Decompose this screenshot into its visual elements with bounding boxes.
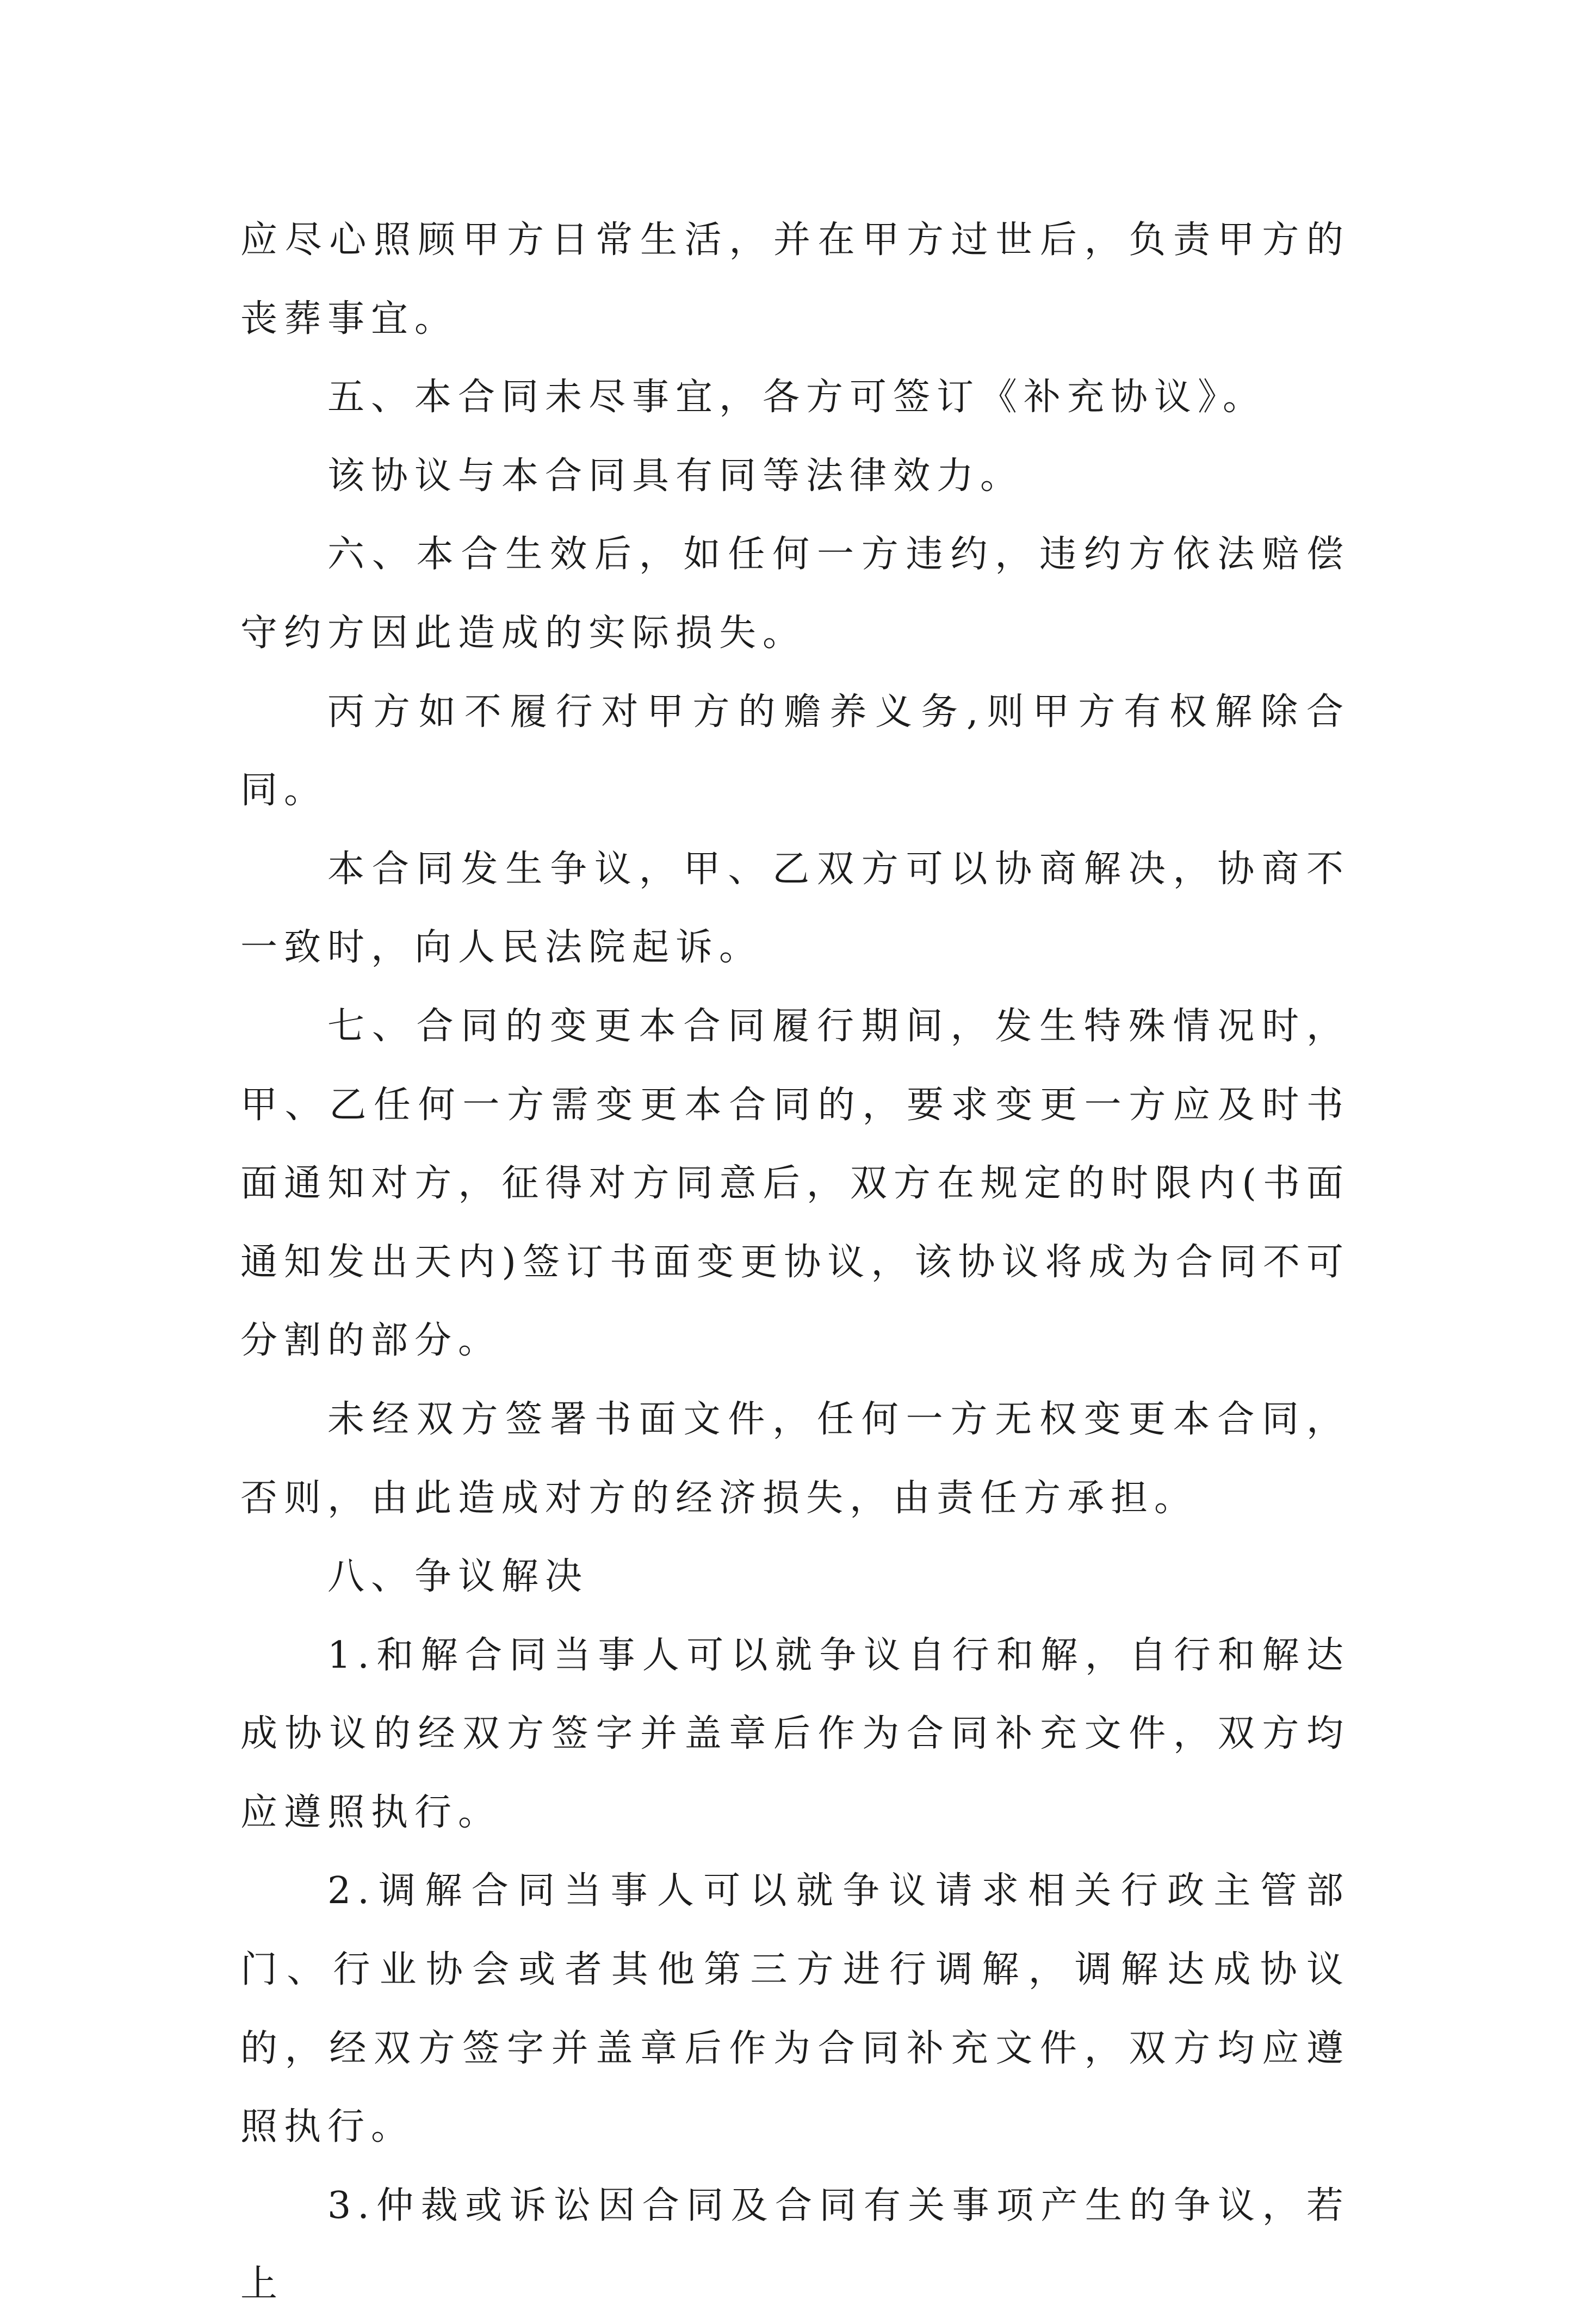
paragraph-equal-validity: 该协议与本合同具有同等法律效力。: [327, 454, 1024, 498]
document-body: [240, 201, 1350, 2324]
paragraph-clause-7: 七、合同的变更本合同履行期间，发生特殊情况时，甲、乙任何一方需变更本合同的，要求变更一方应及时书面通知对方，征得对方同意后，双方在规定的时限内(书面通知发出天内)签订书面变更协议，该协议将成为合同不可分割的部分。: [240, 1004, 1350, 1363]
paragraph-termination-right: 丙方如不履行对甲方的赡养义务,则甲方有权解除合同。: [240, 690, 1350, 812]
paragraph-arbitration: 3.仲裁或诉讼因合同及合同有关事项产生的争议，若上: [240, 2184, 1350, 2306]
paragraph-care-obligations: 应尽心照顾甲方日常生活，并在甲方过世后，负责甲方的丧葬事宜。: [240, 219, 1350, 340]
paragraph-clause-5: 五、本合同未尽事宜，各方可签订《补充协议》。: [327, 376, 1267, 419]
paragraph-clause-8-heading: 八、争议解决: [327, 1555, 589, 1599]
paragraph-no-unilateral-change: 未经双方签署书面文件，任何一方无权变更本合同，否则，由此造成对方的经济损失，由责任方承担。: [240, 1397, 1350, 1520]
paragraph-dispute-litigation: 本合同发生争议，甲、乙双方可以协商解决，协商不一致时，向人民法院起诉。: [240, 847, 1350, 970]
paragraph-mediation: 2.调解合同当事人可以就争议请求相关行政主管部门、行业协会或者其他第三方进行调解，调解达成协议的，经双方签字并盖章后作为合同补充文件，双方均应遵照执行。: [240, 1869, 1350, 2149]
paragraph-settlement: 1.和解合同当事人可以就争议自行和解，自行和解达成协议的经双方签字并盖章后作为合同补充文件，双方均应遵照执行。: [240, 1633, 1350, 1834]
paragraph-clause-6: 六、本合生效后，如任何一方违约，违约方依法赔偿守约方因此造成的实际损失。: [240, 533, 1350, 655]
